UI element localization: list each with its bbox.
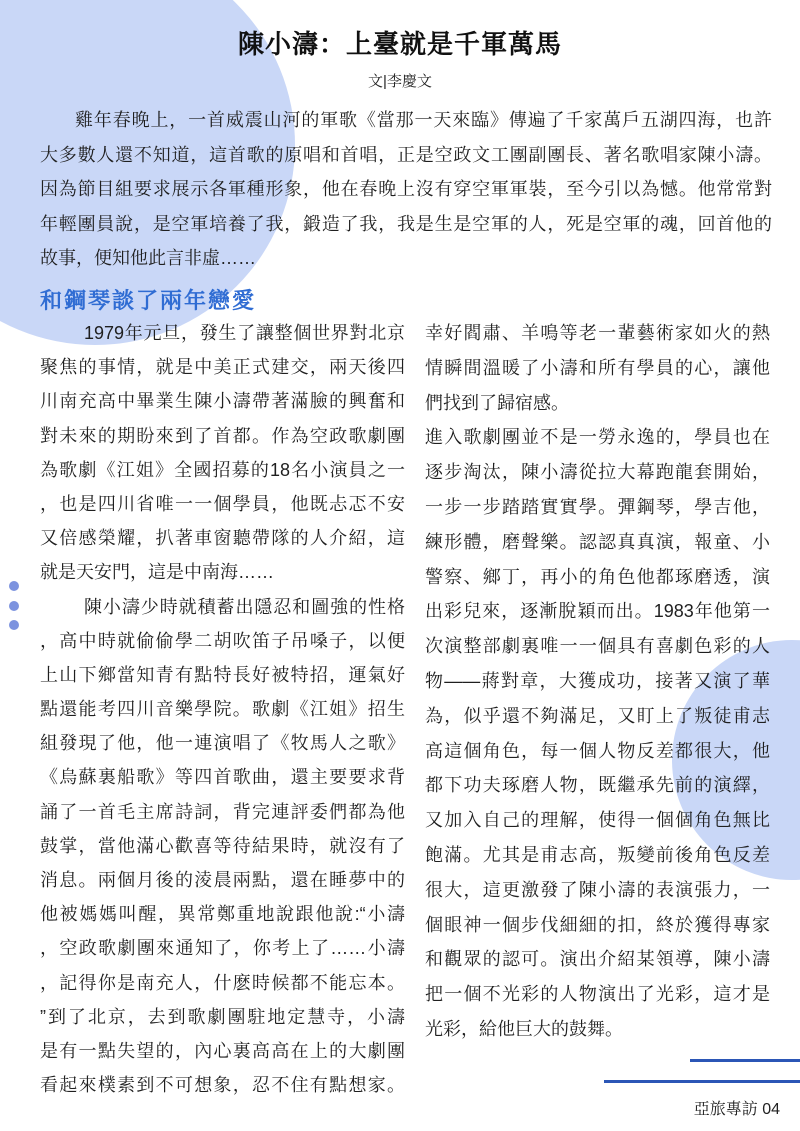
text-line: 光彩，給他巨大的鼓舞。 (425, 1018, 623, 1039)
text-line: 看起來樸素到不可想象，忍不住有點想家。 (40, 1075, 405, 1096)
text-line: 陳小濤少時就積蓄出隱忍和圖強的性格 (84, 596, 405, 617)
footer-rule-long (604, 1080, 800, 1083)
right-column (425, 316, 770, 1047)
text-line: 故事，便知他此言非虛…… (40, 248, 256, 268)
text-line: ，記得你是南充人，什麽時候都不能忘本。 (40, 972, 405, 993)
text-line: 上山下鄉當知青有點特長好被特招，運氣好 (40, 664, 405, 685)
text-line: 對未來的期盼來到了首都。作為空政歌劇團 (40, 425, 405, 446)
text-line: 出彩兒來，逐漸脫穎而出。1983年他第一 (425, 601, 770, 622)
text-line: 川南充高中畢業生陳小濤帶著滿臉的興奮和 (40, 391, 405, 412)
text-line: 和觀眾的認可。演出介紹某領導，陳小濤 (425, 949, 770, 970)
text-line: 《烏蘇裏船歌》等四首歌曲，還主要要求背 (40, 767, 405, 788)
text-line: 次演整部劇裏唯一一個具有喜劇色彩的人 (425, 636, 770, 657)
text-line: 一步一步踏踏實實學。彈鋼琴，學吉他， (425, 496, 770, 517)
text-line: 年輕團員說，是空軍培養了我，鍛造了我，我是生是空軍的人，死是空軍的魂，回首他的 (40, 213, 772, 234)
text-line: ，高中時就偷偷學二胡吹笛子吊嗓子，以便 (40, 630, 405, 651)
text-line: 1979年元旦，發生了讓整個世界對北京 (84, 323, 405, 343)
text-line: 為歌劇《江姐》全國招募的18名小演員之一 (40, 459, 405, 480)
footer-rule-short (690, 1059, 800, 1062)
text-line: 為，似乎還不夠滿足，又盯上了叛徒甫志 (425, 705, 770, 726)
page-footer-label: 亞旅專訪 04 (693, 1101, 780, 1118)
text-line: 練形體，磨聲樂。認認真真演，報童、小 (425, 531, 770, 552)
intro-paragraph (40, 103, 772, 276)
text-line: 點還能考四川音樂學院。歌劇《江姐》招生 (40, 699, 405, 720)
text-line: 雞年春晚上，一首威震山河的軍歌《當那一天來臨》傳遍了千家萬戶五湖四海，也許 (75, 110, 772, 130)
text-line: 把一個不光彩的人物演出了光彩，這才是 (425, 984, 770, 1005)
text-line: 個眼神一個步伐細細的扣，終於獲得專家 (425, 914, 770, 935)
text-line: 又加入自己的理解，使得一個個角色無比 (425, 810, 770, 831)
text-line: 消息。兩個月後的淩晨兩點，還在睡夢中的 (40, 870, 405, 890)
text-line: 進入歌劇團並不是一勞永逸的，學員也在 (425, 427, 770, 448)
left-column (40, 316, 405, 1102)
text-line: 幸好閻肅、羊鳴等老一輩藝術家如火的熱 (425, 323, 770, 343)
text-line: 大多數人還不知道，這首歌的原唱和首唱，正是空政文工團副團長、著名歌唱家陳小濤。 (40, 144, 772, 165)
text-line: 誦了一首毛主席詩詞，背完連評委們都為他 (40, 801, 405, 822)
text-line: 組發現了他，他一連演唱了《牧馬人之歌》 (40, 733, 405, 754)
text-line: 都下功夫琢磨人物，既繼承先前的演繹， (425, 775, 770, 796)
text-line: 是有一點失望的，內心裏高高在上的大劇團 (40, 1040, 405, 1061)
decor-dot (9, 620, 19, 630)
text-line: ”到了北京，去到歌劇團駐地定慧寺，小濤 (40, 1006, 405, 1027)
text-line: 物——蔣對章，大獲成功，接著又演了華 (425, 670, 770, 691)
text-line: 們找到了歸宿感。 (425, 392, 569, 413)
decor-dot (9, 601, 19, 611)
text-line: 很大，這更激發了陳小濤的表演張力，一 (425, 879, 770, 900)
text-line: 他被媽媽叫醒，異常鄭重地說跟他說:“小濤 (40, 904, 405, 925)
text-line: 逐步淘汰，陳小濤從拉大幕跑龍套開始， (425, 462, 770, 483)
text-line: 飽滿。尤其是甫志高，叛變前後角色反差 (425, 844, 770, 865)
text-line: 高這個角色，每一個人物反差都很大，他 (425, 740, 770, 761)
text-line: 聚焦的事情，就是中美正式建交，兩天後四 (40, 357, 405, 378)
article-byline: 文|李慶文 (368, 73, 432, 90)
section-heading: 和鋼琴談了兩年戀愛 (40, 288, 257, 313)
text-line: 就是天安門，這是中南海…… (40, 562, 274, 583)
text-line: 鼓掌，當他滿心歡喜等待結果時，就沒有了 (40, 835, 405, 856)
decor-dot (9, 581, 19, 591)
text-line: ，空政歌劇團來通知了，你考上了……小濤 (40, 938, 405, 959)
text-line: 情瞬間溫暖了小濤和所有學員的心，讓他 (425, 357, 770, 378)
article-title: 陳小濤：上臺就是千軍萬馬 (237, 30, 562, 60)
text-line: 又倍感榮耀，扒著車窗聽帶隊的人介紹，這 (40, 528, 405, 549)
text-line: 因為節目組要求展示各軍種形象，他在春晚上沒有穿空軍軍裝，至今引以為憾。他常常對 (40, 179, 772, 199)
text-line: ，也是四川省唯一一個學員，他既忐忑不安 (40, 493, 405, 514)
text-line: 警察、鄉丁，再小的角色他都琢磨透，演 (425, 566, 770, 587)
